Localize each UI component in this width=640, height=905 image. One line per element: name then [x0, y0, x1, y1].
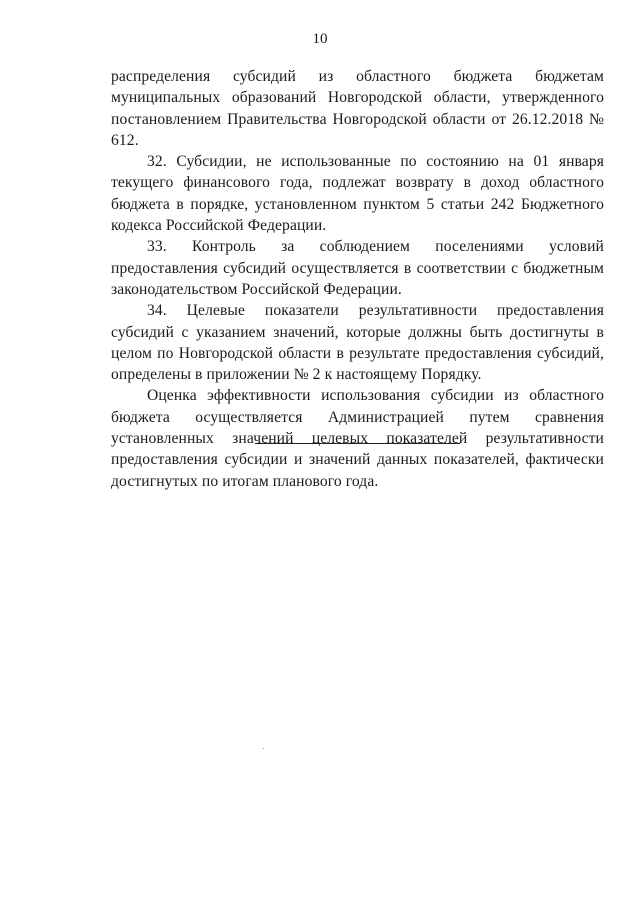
paragraph-32: 32. Субсидии, не использованные по состоянию на 01 января текущего финансового года, подлежат возврату в доход областного бюджета в порядке, установленном пунктом 5 статьи 242 Бюджетного кодекса Российской Федерации.: [111, 153, 604, 235]
paragraph-33: 33. Контроль за соблюдением поселениями условий предоставления субсидий осуществляется в соответствии с бюджетным законодательством Российской Федерации.: [111, 238, 604, 298]
paragraph-continuation: распределения субсидий из областного бюджета бюджетам муниципальных образований Новгородской области, утвержденного постановлением Правительства Новгородской области от 26.12.2018 № 612.: [111, 68, 604, 149]
scan-speck: [263, 748, 264, 749]
paragraph-34: 34. Целевые показатели результативности предоставления субсидий с указанием значений, которые должны быть достигнуты в целом по Новгородской области в результате предоставления субсидий, определены в приложении № 2 к настоящему Порядку.: [111, 302, 604, 384]
document-body: [111, 66, 604, 492]
page-number: 10: [312, 31, 328, 47]
paragraph-evaluation: Оценка эффективности использования субсидии из областного бюджета осуществляется Администрацией путем сравнения установленных значений целевых показателей результативности предоставления субсидии и значений данных показателей, фактически достигнутых по итогам планового года.: [111, 387, 604, 490]
end-separator-line: [255, 443, 460, 444]
